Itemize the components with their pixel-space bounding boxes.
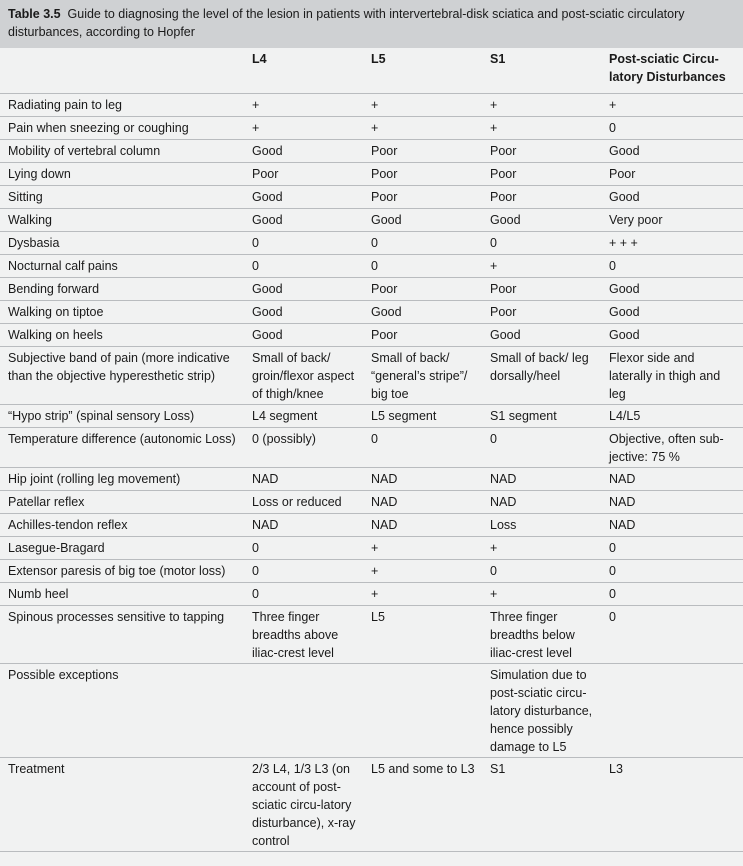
cell-post-sciatic: Good xyxy=(601,139,743,162)
table-caption xyxy=(0,0,743,48)
cell-post-sciatic: Objective, often sub-jective: 75 % xyxy=(601,427,743,467)
cell-s1: 0 xyxy=(482,559,601,582)
cell-l5: L5 segment xyxy=(363,404,482,427)
cell-post-sciatic: Flexor side and laterally in thigh and leg xyxy=(601,346,743,404)
cell-s1: 0 xyxy=(482,231,601,254)
cell-s1: Three finger breadths below iliac-crest level xyxy=(482,605,601,663)
cell-l4: + xyxy=(244,116,363,139)
cell-post-sciatic: 0 xyxy=(601,605,743,663)
cell-l5 xyxy=(363,663,482,757)
cell-post-sciatic: + + + xyxy=(601,231,743,254)
table-row xyxy=(0,663,743,757)
cell-feature: Lying down xyxy=(0,162,244,185)
cell-s1: NAD xyxy=(482,467,601,490)
cell-l4: Small of back/ groin/flexor aspect of thigh/knee xyxy=(244,346,363,404)
cell-feature: Mobility of vertebral column xyxy=(0,139,244,162)
cell-post-sciatic: 0 xyxy=(601,559,743,582)
cell-post-sciatic: L3 xyxy=(601,757,743,851)
cell-l5: + xyxy=(363,116,482,139)
table-row xyxy=(0,323,743,346)
caption-text: Guide to diagnosing the level of the lesion in patients with intervertebral-disk sciatica and post-sciatic circulatory disturbances, according to Hopfer xyxy=(8,7,685,39)
cell-feature: Spinous processes sensitive to tapping xyxy=(0,605,244,663)
cell-post-sciatic xyxy=(601,663,743,757)
cell-feature: Sitting xyxy=(0,185,244,208)
cell-post-sciatic: + xyxy=(601,93,743,116)
cell-l5: Poor xyxy=(363,162,482,185)
table-row xyxy=(0,536,743,559)
cell-s1: NAD xyxy=(482,490,601,513)
cell-post-sciatic: Good xyxy=(601,323,743,346)
cell-post-sciatic: Good xyxy=(601,277,743,300)
table-row xyxy=(0,559,743,582)
cell-feature: Achilles-tendon reflex xyxy=(0,513,244,536)
cell-l4: 0 xyxy=(244,582,363,605)
table-row xyxy=(0,757,743,851)
cell-post-sciatic: NAD xyxy=(601,513,743,536)
table-row xyxy=(0,185,743,208)
cell-s1: S1 segment xyxy=(482,404,601,427)
cell-l5: Good xyxy=(363,300,482,323)
cell-post-sciatic: L4/L5 xyxy=(601,404,743,427)
cell-post-sciatic: Good xyxy=(601,185,743,208)
cell-l4: Good xyxy=(244,208,363,231)
cell-l5: NAD xyxy=(363,467,482,490)
header-cell-s1: S1 xyxy=(482,48,601,93)
cell-post-sciatic: Good xyxy=(601,300,743,323)
cell-l5: Good xyxy=(363,208,482,231)
cell-l5: Poor xyxy=(363,185,482,208)
cell-feature: Pain when sneezing or coughing xyxy=(0,116,244,139)
cell-l4: 0 xyxy=(244,559,363,582)
cell-post-sciatic: 0 xyxy=(601,116,743,139)
cell-l4 xyxy=(244,663,363,757)
cell-l5: + xyxy=(363,582,482,605)
cell-l5: 0 xyxy=(363,231,482,254)
cell-l4: Poor xyxy=(244,162,363,185)
cell-feature: Numb heel xyxy=(0,582,244,605)
cell-s1: Good xyxy=(482,208,601,231)
cell-feature: Bending forward xyxy=(0,277,244,300)
cell-l4: 0 xyxy=(244,231,363,254)
cell-l5: Small of back/ “general’s stripe”/ big toe xyxy=(363,346,482,404)
cell-post-sciatic: NAD xyxy=(601,490,743,513)
cell-s1: + xyxy=(482,254,601,277)
cell-l5: + xyxy=(363,93,482,116)
header-cell-feature xyxy=(0,48,244,93)
table-row xyxy=(0,427,743,467)
cell-l4: Good xyxy=(244,139,363,162)
cell-post-sciatic: Poor xyxy=(601,162,743,185)
cell-l4: Good xyxy=(244,185,363,208)
cell-l4: Three finger breadths above iliac-crest level xyxy=(244,605,363,663)
table-row xyxy=(0,300,743,323)
cell-l5: L5 and some to L3 xyxy=(363,757,482,851)
cell-l4: NAD xyxy=(244,513,363,536)
table-row xyxy=(0,116,743,139)
cell-l5: Poor xyxy=(363,277,482,300)
table-row xyxy=(0,467,743,490)
table-row xyxy=(0,208,743,231)
cell-s1: + xyxy=(482,93,601,116)
cell-feature: Temperature difference (autonomic Loss) xyxy=(0,427,244,467)
table-row xyxy=(0,605,743,663)
cell-feature: Hip joint (rolling leg movement) xyxy=(0,467,244,490)
table-row xyxy=(0,582,743,605)
table-row xyxy=(0,254,743,277)
cell-feature: Walking on tiptoe xyxy=(0,300,244,323)
table-row xyxy=(0,162,743,185)
cell-s1: S1 xyxy=(482,757,601,851)
cell-post-sciatic: NAD xyxy=(601,467,743,490)
cell-s1: Poor xyxy=(482,139,601,162)
cell-s1: Simulation due to post-sciatic circu-latory disturbance, hence possibly damage to L5 xyxy=(482,663,601,757)
caption-label: Table 3.5 xyxy=(8,7,61,21)
header-cell-l4: L4 xyxy=(244,48,363,93)
cell-l5: 0 xyxy=(363,254,482,277)
cell-feature: Walking xyxy=(0,208,244,231)
cell-post-sciatic: 0 xyxy=(601,254,743,277)
cell-feature: Possible exceptions xyxy=(0,663,244,757)
cell-s1: + xyxy=(482,536,601,559)
cell-post-sciatic: Very poor xyxy=(601,208,743,231)
cell-l4: Loss or reduced xyxy=(244,490,363,513)
cell-post-sciatic: 0 xyxy=(601,582,743,605)
cell-s1: 0 xyxy=(482,427,601,467)
table-row xyxy=(0,346,743,404)
cell-s1: Poor xyxy=(482,277,601,300)
cell-l4: Good xyxy=(244,300,363,323)
cell-feature: Treatment xyxy=(0,757,244,851)
cell-l4: 0 xyxy=(244,254,363,277)
cell-l5: Poor xyxy=(363,323,482,346)
cell-l4: 0 xyxy=(244,536,363,559)
cell-s1: Good xyxy=(482,323,601,346)
table-row xyxy=(0,139,743,162)
cell-l5: + xyxy=(363,559,482,582)
table-row xyxy=(0,231,743,254)
cell-l5: 0 xyxy=(363,427,482,467)
cell-feature: Dysbasia xyxy=(0,231,244,254)
table-row xyxy=(0,277,743,300)
cell-l4: 2/3 L4, 1/3 L3 (on account of post-sciatic circu-latory disturbance), x-ray control xyxy=(244,757,363,851)
cell-s1: + xyxy=(482,582,601,605)
cell-l5: L5 xyxy=(363,605,482,663)
table-row xyxy=(0,513,743,536)
cell-l5: Poor xyxy=(363,139,482,162)
cell-feature: Walking on heels xyxy=(0,323,244,346)
cell-l4: NAD xyxy=(244,467,363,490)
cell-feature: Lasegue-Bragard xyxy=(0,536,244,559)
cell-s1: Poor xyxy=(482,162,601,185)
cell-l5: NAD xyxy=(363,490,482,513)
cell-feature: Subjective band of pain (more indicative than the objective hyperesthetic strip) xyxy=(0,346,244,404)
cell-feature: “Hypo strip” (spinal sensory Loss) xyxy=(0,404,244,427)
table-body xyxy=(0,93,743,851)
cell-feature: Radiating pain to leg xyxy=(0,93,244,116)
table-row xyxy=(0,93,743,116)
cell-post-sciatic: 0 xyxy=(601,536,743,559)
cell-feature: Extensor paresis of big toe (motor loss) xyxy=(0,559,244,582)
header-cell-l5: L5 xyxy=(363,48,482,93)
cell-l5: + xyxy=(363,536,482,559)
table-row xyxy=(0,404,743,427)
cell-s1: Loss xyxy=(482,513,601,536)
cell-l4: L4 segment xyxy=(244,404,363,427)
cell-s1: Poor xyxy=(482,300,601,323)
cell-l4: Good xyxy=(244,277,363,300)
cell-s1: + xyxy=(482,116,601,139)
cell-s1: Poor xyxy=(482,185,601,208)
cell-l4: + xyxy=(244,93,363,116)
cell-l4: 0 (possibly) xyxy=(244,427,363,467)
cell-l5: NAD xyxy=(363,513,482,536)
header-cell-post-sciatic: Post-sciatic Circu-latory Disturbances xyxy=(601,48,743,93)
cell-l4: Good xyxy=(244,323,363,346)
table-row xyxy=(0,490,743,513)
cell-feature: Patellar reflex xyxy=(0,490,244,513)
header-row xyxy=(0,48,743,93)
cell-feature: Nocturnal calf pains xyxy=(0,254,244,277)
cell-s1: Small of back/ leg dorsally/heel xyxy=(482,346,601,404)
diagnosis-table xyxy=(0,48,743,852)
